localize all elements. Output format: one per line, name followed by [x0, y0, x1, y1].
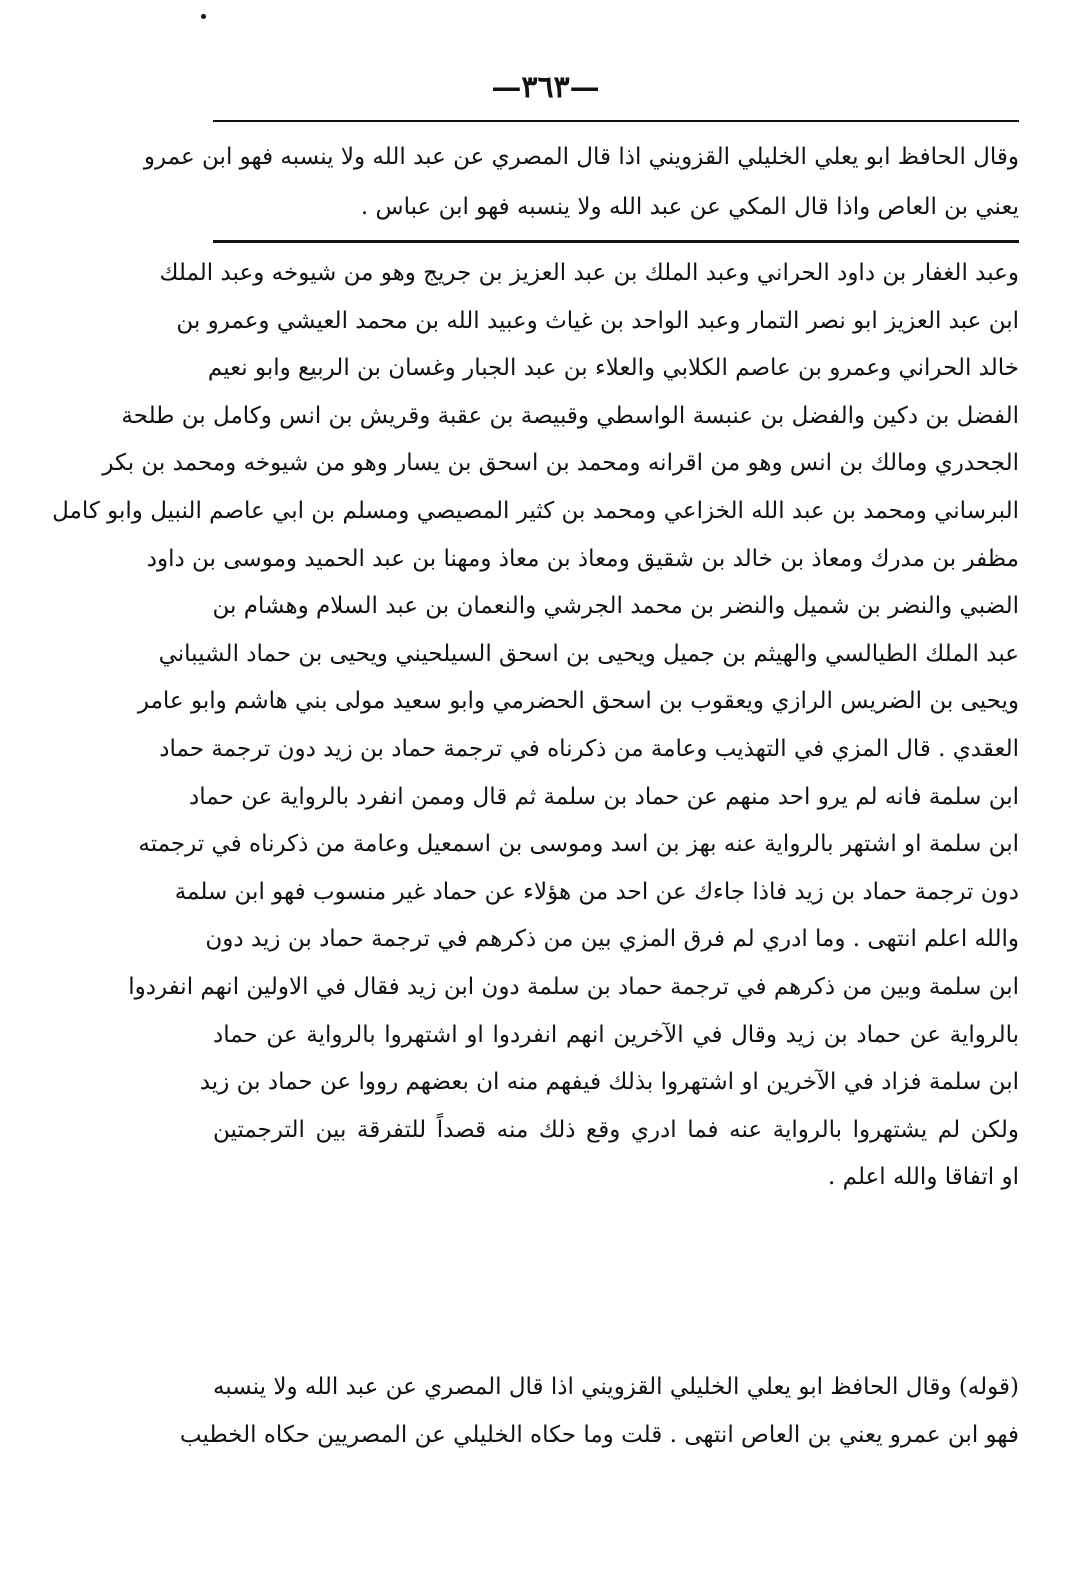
section-rule [213, 240, 1019, 243]
text-line: الجحدري ومالك بن انس وهو من اقرانه ومحمد بن اسحق بن يسار وهو من شيوخه ومحمد بن بكر [102, 450, 1019, 477]
quote-line: يعني بن العاص واذا قال المكي عن عبد الله ولا ينسبه فهو ابن عباس . [360, 194, 1019, 220]
commentary-line: (قوله) وقال الحافظ ابو يعلي الخليلي القزويني اذا قال المصري عن عبد الله ولا ينسبه [212, 1374, 1019, 1400]
text-line: الضبي والنضر بن شميل والنضر بن محمد الجرشي والنعمان بن عبد السلام وهشام بن [212, 593, 1019, 620]
quote-line: وقال الحافظ ابو يعلي الخليلي القزويني اذا قال المصري عن عبد الله ولا ينسبه فهو ابن عمرو [143, 144, 1019, 170]
stray-dot-mark [201, 14, 206, 19]
text-line: ويحيى بن الضريس الرازي ويعقوب بن اسحق الحضرمي وابو سعيد مولى بني هاشم وابو عامر [137, 688, 1019, 715]
text-line: ابن عبد العزيز ابو نصر التمار وعبد الواحد بن غياث وعبيد الله بن محمد العيشي وعمرو بن [176, 307, 1019, 334]
text-line: ابن سلمة او اشتهر بالرواية عنه بهز بن اسد وموسى بن اسمعيل وعامة من ذكرناه في ترجمته [138, 831, 1019, 858]
text-line: او اتفاقا والله اعلم . [828, 1164, 1019, 1191]
text-line: الفضل بن دكين والفضل بن عنبسة الواسطي وقبيصة بن عقبة وقريش بن انس وكامل بن طلحة [121, 402, 1019, 429]
text-line: وعبد الغفار بن داود الحراني وعبد الملك بن عبد العزيز بن جريج وهو من شيوخه وعبد الملك [159, 260, 1019, 286]
commentary-text [179, 1363, 1019, 1459]
text-line: بالرواية عن حماد بن زيد وقال في الآخرين انهم انفردوا او اشتهروا بالرواية عن حماد [213, 1021, 1019, 1048]
text-line: دون ترجمة حماد بن زيد فاذا جاءك عن احد من هؤلاء عن حماد غير منسوب فهو ابن سلمة [174, 878, 1019, 905]
text-line: ابن سلمة فانه لم يرو احد منهم عن حماد بن سلمة ثم قال وممن انفرد بالرواية عن حماد [189, 783, 1019, 810]
text-line: البرساني ومحمد بن عبد الله الخزاعي ومحمد بن كثير المصيصي ومسلم بن ابي عاصم النبيل وابو كامل [52, 497, 1019, 524]
main-text [52, 250, 1019, 1202]
text-line: عبد الملك الطيالسي والهيثم بن جميل ويحيى بن اسحق السيلحيني ويحيى بن حماد الشيباني [158, 640, 1019, 667]
text-line: ولكن لم يشتهروا بالرواية عنه فما ادري وقع ذلك منه قصداً للتفرقة بين الترجمتين [213, 1116, 1019, 1143]
text-line: والله اعلم انتهى . وما ادري لم فرق المزي بين من ذكرهم في ترجمة حماد بن زيد دون [205, 926, 1019, 953]
quoted-passage [143, 132, 1019, 232]
text-line: ابن سلمة وبين من ذكرهم في ترجمة حماد بن سلمة دون ابن زيد فقال في الاولين انهم انفردوا [128, 973, 1019, 1000]
text-line: خالد الحراني وعمرو بن عاصم الكلابي والعلاء بن عبد الجبار وغسان بن الربيع وابو نعيم [207, 355, 1019, 382]
page-number: —٣٦٣— [491, 70, 600, 105]
commentary-line: فهو ابن عمرو يعني بن العاص انتهى . قلت وما حكاه الخليلي عن المصريين حكاه الخطيب [179, 1422, 1019, 1448]
text-line: ابن سلمة فزاد في الآخرين او اشتهروا بذلك فيفهم منه ان بعضهم رووا عن حماد بن زيد [199, 1069, 1019, 1096]
text-line: العقدي . قال المزي في التهذيب وعامة من ذكرناه في ترجمة حماد بن زيد دون ترجمة حماد [159, 735, 1019, 762]
text-line: مظفر بن مدرك ومعاذ بن خالد بن شقيق ومعاذ بن معاذ ومهنا بن عبد الحميد وموسى بن داود [146, 545, 1019, 572]
top-rule [213, 120, 1019, 122]
